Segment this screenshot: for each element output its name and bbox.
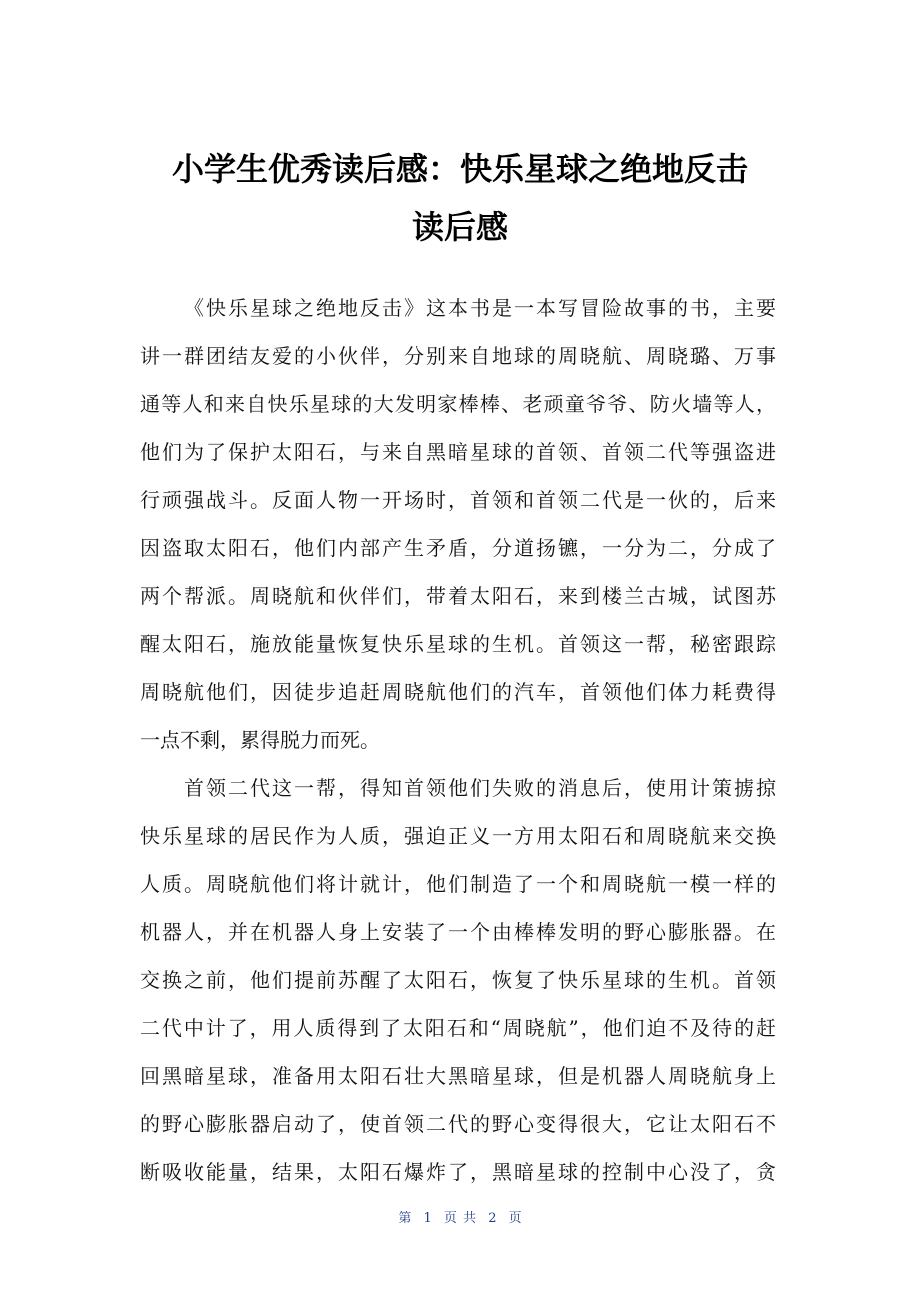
text-line: 周晓航他们，因徒步追赶周晓航他们的汽车，首领他们体力耗费得 (140, 680, 776, 704)
title-line-2: 读后感 (411, 208, 508, 246)
text-line: 首领二代这一帮，得知首领他们失败的消息后，使用计策掳掠 (184, 776, 776, 800)
text-line: 二代中计了，用人质得到了太阳石和“周晓航”，他们迫不及待的赶 (140, 1016, 776, 1040)
text-line: 人质。周晓航他们将计就计，他们制造了一个和周晓航一模一样的 (140, 872, 776, 896)
document-body (140, 284, 776, 1196)
text-line: 行顽强战斗。反面人物一开场时，首领和首领二代是一伙的，后来 (140, 488, 776, 512)
current-page-number: 1 (423, 1211, 432, 1226)
total-page-number: 2 (488, 1211, 497, 1226)
page-footer (0, 1207, 920, 1226)
footer-suffix: 页 (508, 1211, 522, 1226)
paragraph-2 (140, 764, 776, 1196)
text-line: 《快乐星球之绝地反击》这本书是一本写冒险故事的书，主要 (184, 296, 776, 320)
text-line: 醒太阳石，施放能量恢复快乐星球的生机。首领这一帮，秘密跟踪 (140, 632, 776, 656)
text-line: 机器人，并在机器人身上安装了一个由棒棒发明的野心膨胀器。在 (140, 920, 776, 944)
text-line: 他们为了保护太阳石，与来自黑暗星球的首领、首领二代等强盗进 (140, 440, 776, 464)
footer-prefix: 第 (398, 1211, 412, 1226)
text-line: 通等人和来自快乐星球的大发明家棒棒、老顽童爷爷、防火墙等人， (140, 392, 776, 416)
text-line: 断吸收能量，结果，太阳石爆炸了，黑暗星球的控制中心没了，贪 (140, 1160, 776, 1184)
text-line: 一点不剩，累得脱力而死。 (140, 728, 380, 752)
text-line: 交换之前，他们提前苏醒了太阳石，恢复了快乐星球的生机。首领 (140, 968, 776, 992)
paragraph-1 (140, 284, 776, 764)
text-line: 因盗取太阳石，他们内部产生矛盾，分道扬镳，一分为二，分成了 (140, 536, 776, 560)
text-line: 讲一群团结友爱的小伙伴，分别来自地球的周晓航、周晓璐、万事 (140, 344, 776, 368)
title-line-1: 小学生优秀读后感：快乐星球之绝地反击 (171, 150, 748, 188)
text-line: 的野心膨胀器启动了，使首领二代的野心变得很大，它让太阳石不 (140, 1112, 776, 1136)
text-line: 两个帮派。周晓航和伙伴们，带着太阳石，来到楼兰古城，试图苏 (140, 584, 776, 608)
footer-middle: 页 共 (443, 1211, 477, 1226)
document-title (140, 140, 780, 256)
text-line: 快乐星球的居民作为人质，强迫正义一方用太阳石和周晓航来交换 (140, 824, 776, 848)
text-line: 回黑暗星球，准备用太阳石壮大黑暗星球，但是机器人周晓航身上 (140, 1064, 776, 1088)
